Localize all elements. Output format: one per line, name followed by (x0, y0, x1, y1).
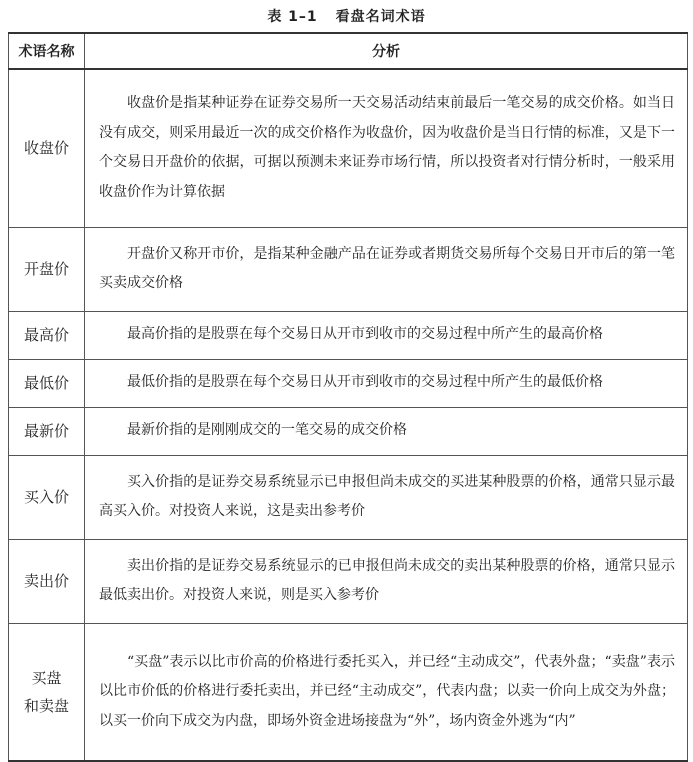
analysis-cell (85, 455, 688, 539)
term-cell: 最新价 (9, 407, 85, 455)
table-caption (0, 6, 693, 26)
table-row (9, 359, 688, 407)
analysis-cell (85, 69, 688, 227)
analysis-cell (85, 407, 688, 455)
term-cell: 开盘价 (9, 227, 85, 311)
table-header-row (9, 33, 688, 69)
table-row (9, 69, 688, 227)
table-number: 表 1–1 (267, 9, 318, 25)
analysis-cell (85, 623, 688, 761)
term-cell: 买入价 (9, 455, 85, 539)
table-row (9, 623, 688, 761)
analysis-text: 开盘价又称开市价，是指某种金融产品在证券或者期货交易所每个交易日开市后的第一笔买卖成交价格 (99, 245, 675, 291)
term-cell: 收盘价 (9, 69, 85, 227)
terms-table (8, 32, 688, 762)
term-cell: 买盘 和卖盘 (9, 623, 85, 761)
analysis-text: “买盘”表示以比市价高的价格进行委托买入，并已经“主动成交”，代表外盘；“卖盘”表示以比市价低的价格进行委托卖出，并已经“主动成交”，代表内盘；以卖一价向上成交为外盘；以买一价向下成交为内盘，即场外资金进场接盘为“外”，场内资金外逃为“内” (99, 653, 675, 729)
term-cell: 卖出价 (9, 539, 85, 623)
table-row (9, 539, 688, 623)
table-row (9, 455, 688, 539)
analysis-cell (85, 539, 688, 623)
table-row (9, 227, 688, 311)
term-cell: 最高价 (9, 311, 85, 359)
analysis-text: 最新价指的是刚刚成交的一笔交易的成交价格 (127, 422, 407, 439)
analysis-cell (85, 359, 688, 407)
column-header-analysis: 分析 (85, 33, 688, 69)
analysis-text: 买入价指的是证券交易系统显示已申报但尚未成交的买进某种股票的价格，通常只显示最高买入价。对投资人来说，这是卖出参考价 (99, 473, 675, 519)
analysis-cell (85, 311, 688, 359)
analysis-text: 收盘价是指某种证券在证券交易所一天交易活动结束前最后一笔交易的成交价格。如当日没有成交，则采用最近一次的成交价格作为收盘价，因为收盘价是当日行情的标准，又是下一个交易日开盘价的依据，可据以预测未来证券市场行情，所以投资者对行情分析时，一般采用收盘价作为计算依据 (99, 95, 675, 200)
analysis-text: 最高价指的是股票在每个交易日从开市到收市的交易过程中所产生的最高价格 (127, 326, 603, 343)
table-title: 看盘名词术语 (335, 9, 426, 25)
analysis-cell (85, 227, 688, 311)
analysis-text: 卖出价指的是证券交易系统显示的已申报但尚未成交的卖出某种股票的价格，通常只显示最低卖出价。对投资人来说，则是买入参考价 (99, 557, 675, 603)
term-cell: 最低价 (9, 359, 85, 407)
column-header-term: 术语名称 (9, 33, 85, 69)
table-row (9, 311, 688, 359)
analysis-text: 最低价指的是股票在每个交易日从开市到收市的交易过程中所产生的最低价格 (127, 374, 603, 391)
table-row (9, 407, 688, 455)
